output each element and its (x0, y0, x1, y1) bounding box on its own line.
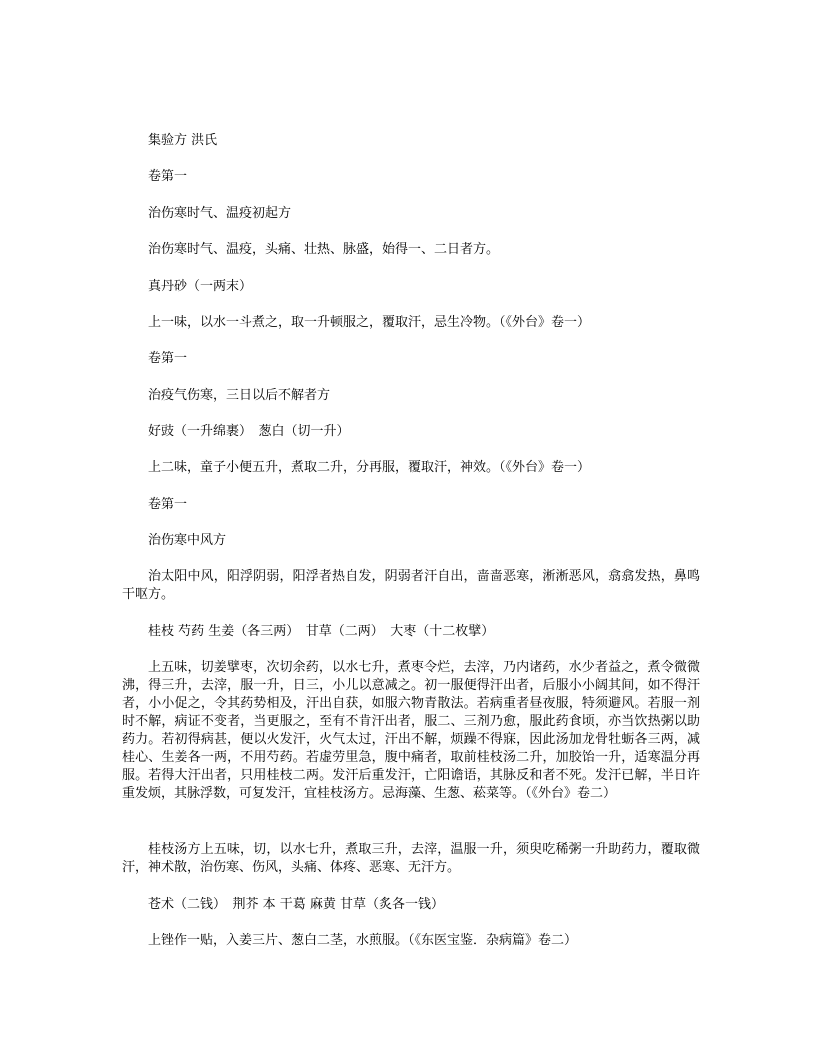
section-heading: 治疫气伤寒，三日以后不解者方 (148, 388, 331, 403)
text-line: 上锉作一贴，入姜三片、葱白二茎，水煎服。（《东医宝鉴．杂病篇》卷二） (148, 933, 578, 948)
ingredient-line: 真丹砂（一两末） (148, 279, 253, 294)
text-line: 上一味，以水一斗煮之，取一升顿服之，覆取汗，忌生冷物。（《外台》卷一） (148, 315, 591, 330)
ingredient-line: 好豉（一升绵裹） 葱白（切一升） (148, 424, 350, 439)
text-line: 治伤寒时气、温疫，头痛、壮热、脉盛，始得一、二日者方。 (148, 242, 500, 257)
ingredient-line: 桂枝 芍药 生姜（各三两） 甘草（二两） 大枣（十二枚擘） (148, 624, 495, 639)
volume-heading: 卷第一 (148, 351, 188, 366)
ingredient-line: 苍术（二钱） 荆芥 本 干葛 麻黄 甘草（炙各一钱） (148, 897, 445, 912)
paragraph: 上五味，切姜擘枣，次切余药，以水七升，煮枣令烂，去滓，乃内诸药，水少者益之，煮令微微沸，得三升，去滓，服一升，日三，小儿以意减之。初一服便得汗出者，后服小小阔其间，如不得汗者，小小促之，令其药势相及，汗出自获，如服六物青散法。若病重者昼夜服，特须避风。若服一剂 时不解，病证不变者，当更服之，至有不肯汗出者，服二、三剂乃愈，服此药食顷，亦当饮热粥以助药力。若初得病甚，便以火发汗，火气太过，汗出不解，烦躁不得寐，因此汤加龙骨牡蛎各三两，减桂心、生姜各一两，不用芍药。若虚劳里急，腹中痛者，取前桂枝汤二升，加胶饴一升，适寒温分再服。若得大汗出者，只用桂枝二两。发汗后重发汗，亡阳谵语，其脉反和者不死。发汗已解，半日许重发烦，其脉浮数，可复发汗，宜桂枝汤方。忌海藻、生葱、菘菜等。（《外台》卷二） (122, 660, 700, 801)
section-heading: 治伤寒中风方 (148, 533, 227, 548)
volume-heading: 卷第一 (148, 497, 188, 512)
text-line: 上二味，童子小便五升，煮取二升，分再服，覆取汗，神效。（《外台》卷一） (148, 460, 591, 475)
volume-heading: 卷第一 (148, 169, 188, 184)
book-title: 集验方 洪氏 (148, 133, 218, 148)
paragraph: 治太阳中风，阳浮阴弱，阳浮者热自发，阴弱者汗自出，啬啬恶寒，淅淅恶风，翕翕发热，鼻鸣干呕方。 (122, 569, 700, 602)
paragraph: 桂枝汤方上五味，切，以水七升，煮取三升，去滓，温服一升，须臾吃稀粥一升助药力，覆取微汗，神术散，治伤寒、伤风，头痛、体疼、恶寒、无汗方。 (122, 842, 700, 875)
section-heading: 治伤寒时气、温疫初起方 (148, 206, 292, 221)
